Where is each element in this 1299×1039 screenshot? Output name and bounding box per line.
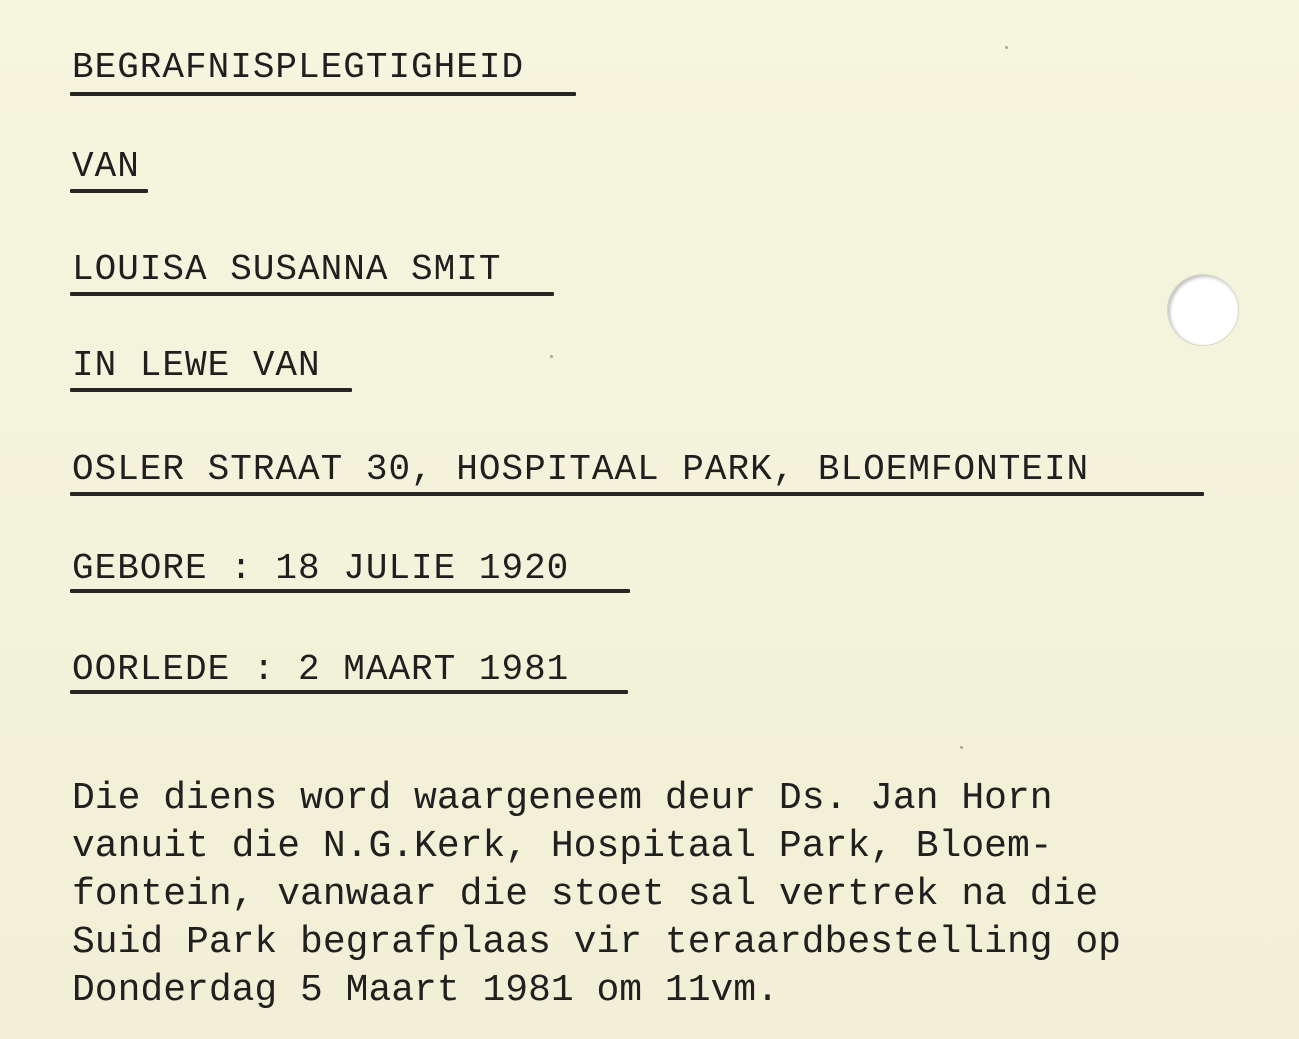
punch-hole <box>1167 274 1239 346</box>
heading-born-text: GEBORE : 18 JULIE 1920 <box>72 548 570 589</box>
heading-deceased-name <box>72 250 501 290</box>
heading-address-underline <box>70 492 1204 496</box>
service-paragraph <box>72 775 1252 1015</box>
paragraph-line: Suid Park begrafplaas vir teraardbestelling op <box>72 921 1121 964</box>
heading-in-lewe-van <box>72 346 321 386</box>
heading-born <box>72 549 569 589</box>
heading-died <box>72 650 569 690</box>
heading-van-underline <box>70 189 148 193</box>
heading-in-lewe-van-underline <box>70 388 352 392</box>
heading-in-lewe-van-text: IN LEWE VAN <box>72 345 321 386</box>
heading-van-text: VAN <box>72 146 140 187</box>
heading-title-underline <box>70 92 576 96</box>
paragraph-line: vanuit die N.G.Kerk, Hospitaal Park, Bloem- <box>72 825 1053 868</box>
paragraph-line: fontein, vanwaar die stoet sal vertrek na die <box>72 873 1099 916</box>
heading-born-underline <box>70 589 630 593</box>
paragraph-line: Die diens word waargeneem deur Ds. Jan Horn <box>72 777 1053 820</box>
heading-deceased-name-underline <box>70 292 554 296</box>
paper-speck <box>1005 46 1008 49</box>
paragraph-line: Donderdag 5 Maart 1981 om 11vm. <box>72 969 779 1012</box>
heading-address-text: OSLER STRAAT 30, HOSPITAAL PARK, BLOEMFONTEIN <box>72 449 1090 490</box>
heading-deceased-name-text: LOUISA SUSANNA SMIT <box>72 249 502 290</box>
heading-died-underline <box>70 690 628 694</box>
paper-speck <box>550 355 553 358</box>
heading-van <box>72 147 140 187</box>
heading-died-text: OORLEDE : 2 MAART 1981 <box>72 649 570 690</box>
heading-title <box>72 48 524 88</box>
heading-title-text: BEGRAFNISPLEGTIGHEID <box>72 47 525 88</box>
paper-speck <box>960 746 963 749</box>
heading-address <box>72 450 1089 490</box>
